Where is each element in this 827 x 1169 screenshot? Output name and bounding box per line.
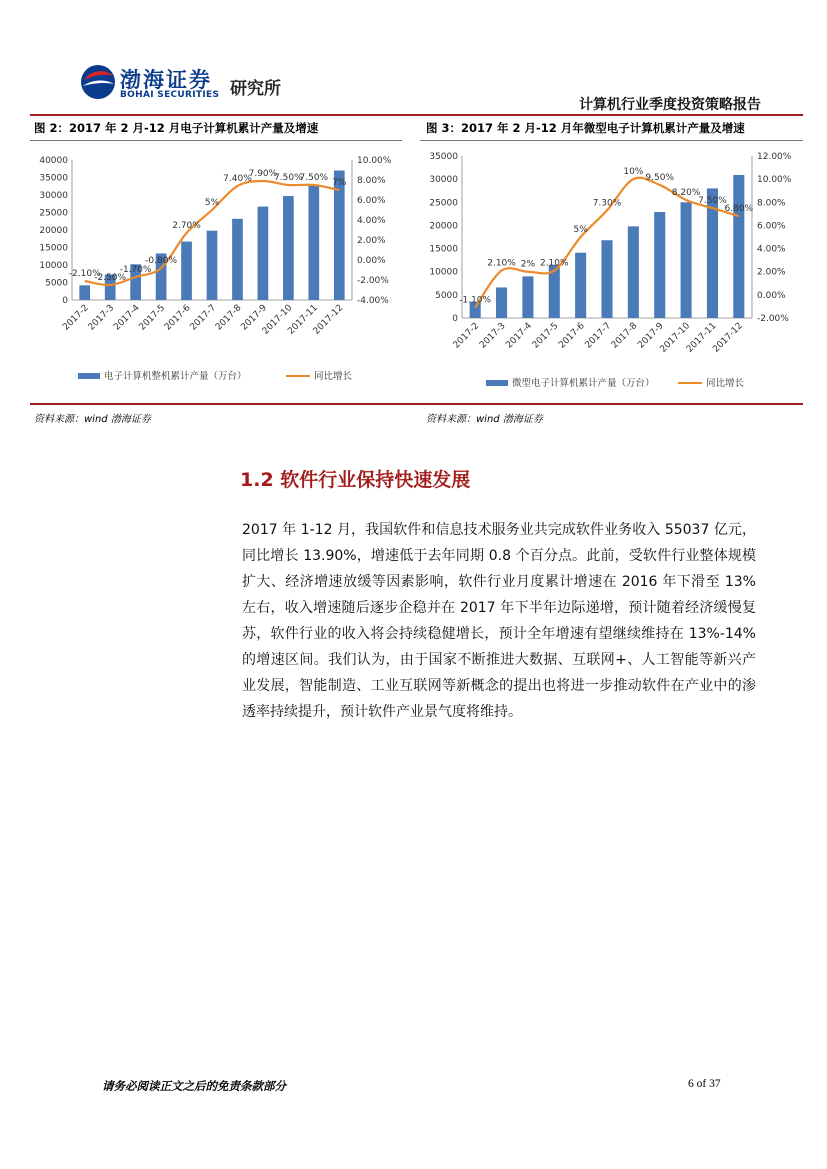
x-tick-label: 2017-10 — [260, 303, 295, 337]
y-right-tick-label: 10.00% — [757, 175, 792, 186]
y-right-tick-label: -2.00% — [357, 276, 389, 286]
x-tick-label: 2017-5 — [137, 303, 168, 333]
x-tick-label: 2017-5 — [530, 321, 561, 351]
data-label: 5% — [573, 225, 588, 235]
legend-bar-label: 电子计算机整机累计产量（万台） — [104, 371, 247, 382]
legend-bar-swatch — [78, 373, 100, 379]
data-label: 2% — [520, 259, 536, 270]
y-left-tick-label: 0 — [452, 314, 458, 324]
data-label: -1.10% — [459, 295, 492, 306]
y-left-tick-label: 5000 — [45, 278, 68, 289]
microcomputer-production-chart — [420, 146, 803, 398]
figure-2-source: 资料来源：wind 渤海证券 — [34, 414, 151, 425]
x-tick-label: 2017-11 — [286, 303, 320, 337]
y-left-tick-label: 5000 — [435, 290, 458, 301]
data-label: 7.50% — [299, 173, 329, 183]
page-number: 6 of 37 — [688, 1078, 721, 1090]
data-label: 2.10% — [487, 258, 516, 269]
y-right-tick-label: 4.00% — [357, 216, 386, 226]
figure-3-divider — [420, 140, 803, 141]
y-left-tick-label: 20000 — [429, 221, 458, 232]
y-right-tick-label: 0.00% — [757, 290, 786, 301]
bar-2017-4 — [522, 276, 533, 318]
x-tick-label: 2017-11 — [684, 321, 719, 355]
section-heading: 1.2 软件行业保持快速发展 — [240, 469, 471, 491]
y-left-tick-label: 0 — [62, 296, 68, 306]
bar-2017-8 — [232, 219, 243, 300]
bar-2017-6 — [181, 242, 192, 300]
data-label: 5% — [204, 198, 220, 208]
y-left-tick-label: 10000 — [39, 261, 68, 271]
y-right-tick-label: 8.00% — [757, 198, 786, 209]
data-label: 10% — [623, 167, 644, 178]
data-label: -1.70% — [119, 265, 152, 275]
y-right-tick-label: 6.00% — [357, 196, 386, 206]
x-tick-label: 2017-12 — [711, 321, 745, 355]
data-label: 7.50% — [274, 173, 303, 183]
x-tick-label: 2017-9 — [636, 321, 666, 351]
data-label: 2.10% — [539, 258, 569, 269]
bar-2017-11 — [308, 185, 319, 300]
y-left-tick-label: 35000 — [39, 173, 68, 184]
header-divider — [30, 114, 803, 116]
x-tick-label: 2017-4 — [504, 321, 535, 351]
bar-2017-9 — [258, 207, 269, 300]
y-left-tick-label: 15000 — [39, 243, 68, 254]
y-left-tick-label: 25000 — [429, 198, 458, 209]
y-right-tick-label: -2.00% — [757, 314, 789, 324]
institute-label: 研究所 — [230, 79, 281, 99]
section-body-paragraph: 2017 年 1-12 月，我国软件和信息技术服务业共完成软件业务收入 55037 亿元，同比增长 13.90%，增速低于去年同期 0.8 个百分点。此前，受软件行业整体规模扩大、经济增速放缓等因素影响，软件行业月度累计增速在 2016 年下滑至 13%左右，收入增速随后逐步企稳并在 2017 年下半年边际递增，预计随着经济缓慢复苏，软件行业的收入将会持续稳健增长，预计全年增速有望继续维持在 13%-14%的增速区间。我们认为，由于国家不断推进大数据、互联网+、人工智能等新兴产业发展，智能制造、工业互联网等新概念的提出也将进一步推动软件在产业中的渗透率持续提升，预计软件产业景气度将维持。 — [242, 522, 756, 720]
logo-english-name: BOHAI SECURITIES — [120, 90, 220, 100]
legend-bar-swatch — [486, 380, 508, 386]
data-label: -0.80% — [145, 256, 178, 266]
y-left-tick-label: 35000 — [429, 152, 458, 162]
bar-2017-3 — [496, 287, 507, 318]
x-tick-label: 2017-9 — [239, 303, 270, 333]
x-tick-label: 2017-4 — [112, 303, 142, 333]
bar-2017-12 — [733, 175, 744, 318]
y-right-tick-label: 2.00% — [357, 236, 386, 246]
x-tick-label: 2017-3 — [86, 303, 117, 333]
y-right-tick-label: 2.00% — [757, 267, 786, 278]
y-left-tick-label: 15000 — [429, 244, 458, 255]
bar-2017-2 — [79, 285, 90, 300]
data-label: -2.50% — [94, 273, 127, 283]
y-right-tick-label: 4.00% — [757, 244, 786, 255]
computer-production-chart — [30, 146, 402, 398]
x-tick-label: 2017-7 — [188, 303, 219, 333]
data-label: 2.70% — [172, 221, 201, 231]
figure-3-source: 资料来源：wind 渤海证券 — [426, 414, 543, 425]
x-tick-label: 2017-2 — [451, 321, 482, 351]
y-right-tick-label: 8.00% — [357, 176, 386, 186]
y-right-tick-label: 12.00% — [757, 152, 792, 162]
y-right-tick-label: 10.00% — [357, 156, 392, 166]
data-label: 7.30% — [592, 198, 622, 209]
figure-2-title: 图 2：2017 年 2 月-12 月电子计算机累计产量及增速 — [34, 121, 319, 135]
bohai-logo-icon — [80, 64, 116, 100]
figure-2-divider — [30, 140, 402, 141]
bar-2017-7 — [601, 240, 612, 318]
data-label: 7% — [332, 178, 347, 188]
x-tick-label: 2017-3 — [478, 321, 508, 351]
y-left-tick-label: 20000 — [39, 226, 68, 236]
legend-line-label: 同比增长 — [314, 371, 353, 382]
bar-2017-6 — [575, 253, 586, 318]
bar-2017-7 — [207, 231, 218, 300]
x-tick-label: 2017-2 — [61, 303, 91, 333]
y-left-tick-label: 30000 — [39, 191, 68, 201]
bar-2017-9 — [654, 212, 665, 318]
x-tick-label: 2017-6 — [163, 303, 193, 333]
x-tick-label: 2017-7 — [583, 321, 614, 351]
figure-3-title: 图 3：2017 年 2 月-12 月年微型电子计算机累计产量及增速 — [426, 121, 745, 135]
bar-2017-10 — [681, 202, 692, 318]
data-label: 6.80% — [724, 204, 754, 215]
x-tick-label: 2017-8 — [609, 321, 640, 351]
footer-disclaimer: 请务必阅读正文之后的免责条款部分 — [102, 1079, 286, 1093]
figures-bottom-divider — [30, 403, 803, 405]
y-left-tick-label: 10000 — [429, 267, 458, 278]
data-label: 7.90% — [248, 169, 278, 179]
data-label: 7.50% — [698, 196, 727, 207]
y-right-tick-label: 6.00% — [757, 221, 786, 232]
x-tick-label: 2017-10 — [658, 321, 693, 355]
report-title: 计算机行业季度投资策略报告 — [579, 97, 761, 113]
legend-line-label: 同比增长 — [706, 378, 745, 389]
y-right-tick-label: 0.00% — [357, 256, 386, 266]
y-left-tick-label: 40000 — [39, 156, 68, 166]
bar-2017-8 — [628, 226, 639, 318]
y-left-tick-label: 30000 — [429, 175, 458, 186]
legend-bar-label: 微型电子计算机累计产量（万台） — [512, 378, 655, 389]
x-tick-label: 2017-12 — [311, 303, 346, 337]
bar-2017-10 — [283, 196, 294, 300]
y-left-tick-label: 25000 — [39, 208, 68, 219]
data-label: 7.40% — [223, 174, 252, 184]
data-label: -2.10% — [68, 269, 101, 279]
logo-chinese-name: 渤海证券 — [120, 68, 212, 92]
data-label: 9.50% — [645, 172, 675, 183]
x-tick-label: 2017-8 — [213, 303, 244, 333]
y-right-tick-label: -4.00% — [357, 296, 389, 306]
x-tick-label: 2017-6 — [557, 321, 587, 351]
data-label: 8.20% — [671, 187, 701, 198]
